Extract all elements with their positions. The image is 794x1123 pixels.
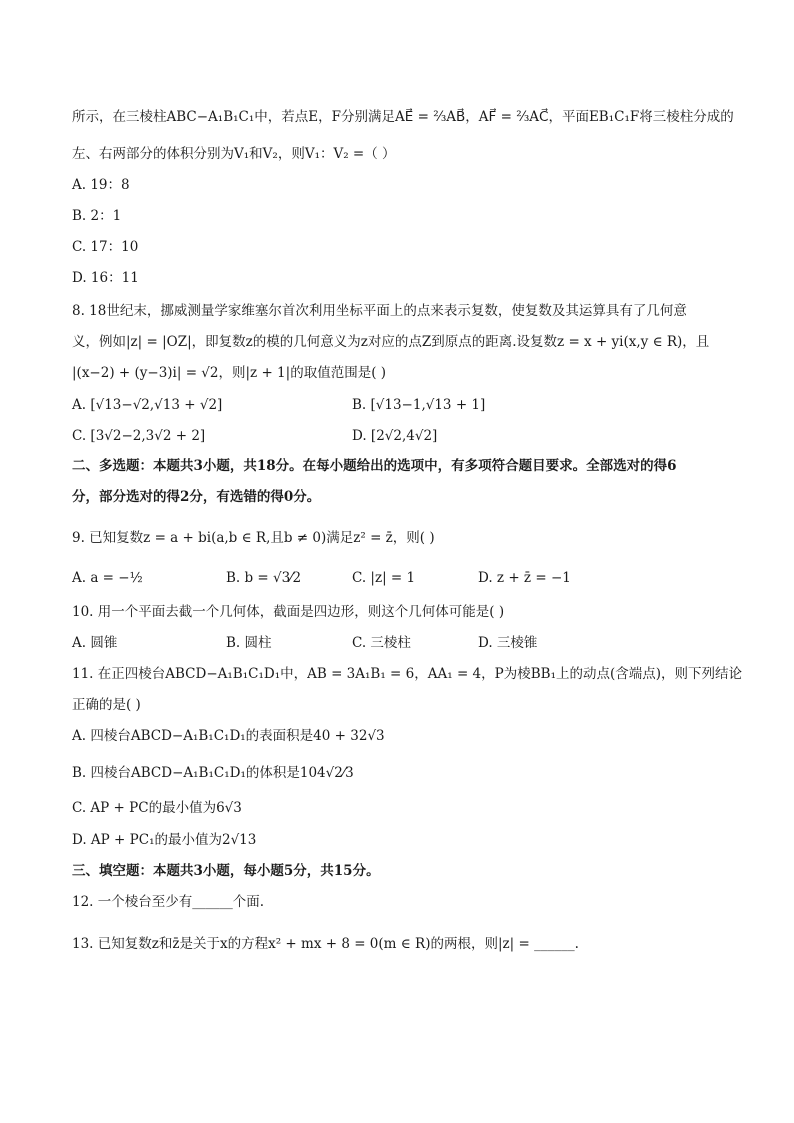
q7-option-a: A. 19：8 <box>72 177 130 193</box>
q9-stem: 9. 已知复数z = a + bi(a,b ∈ R,且b ≠ 0)满足z² = z̄，则( ) <box>72 530 435 546</box>
q8-stem-line1: 8. 18世纪末，挪威测量学家维塞尔首次利用坐标平面上的点来表示复数，使复数及其运算具有了几何意 <box>72 303 687 319</box>
q9-option-d: D. z + z̄ = −1 <box>478 570 571 586</box>
q11-stem-line1: 11. 在正四棱台ABCD−A₁B₁C₁D₁中，AB = 3A₁B₁ = 6，AA₁ = 4，P为棱BB₁上的动点(含端点)，则下列结论 <box>72 666 743 682</box>
q11-option-b: B. 四棱台ABCD−A₁B₁C₁D₁的体积是104√2⁄3 <box>72 765 354 781</box>
q7-stem-line1: 所示，在三棱柱ABC−A₁B₁C₁中，若点E，F分别满足AE⃗ = ⅔AB⃗，AF⃗ = ⅔AC⃗，平面EB₁C₁F将三棱柱分成的 <box>72 109 734 125</box>
q11-option-c: C. AP + PC的最小值为6√3 <box>72 800 242 816</box>
section2-heading-line1: 二、多选题：本题共3小题，共18分。在每小题给出的选项中，有多项符合题目要求。全部选对的得6 <box>72 458 677 474</box>
q9-option-a: A. a = −½ <box>72 570 143 586</box>
q7-option-d: D. 16：11 <box>72 270 139 286</box>
q8-option-d: D. [2√2,4√2] <box>352 428 438 444</box>
q8-option-a: A. [√13−√2,√13 + √2] <box>72 397 223 413</box>
q9-option-b: B. b = √3⁄2 <box>226 570 302 586</box>
q8-stem-line2: 义，例如|z| = |OZ|，即复数z的模的几何意义为z对应的点Z到原点的距离.设复数z = x + yi(x,y ∈ R)，且 <box>72 334 710 350</box>
q10-stem: 10. 用一个平面去截一个几何体，截面是四边形，则这个几何体可能是( ) <box>72 604 505 620</box>
section2-heading-line2: 分，部分选对的得2分，有选错的得0分。 <box>72 489 321 505</box>
q11-stem-line2: 正确的是( ) <box>72 697 141 713</box>
section3-heading: 三、填空题：本题共3小题，每小题5分，共15分。 <box>72 863 380 879</box>
q8-stem-line3: |(x−2) + (y−3)i| = √2，则|z + 1|的取值范围是( ) <box>72 365 387 381</box>
q8-option-b: B. [√13−1,√13 + 1] <box>352 397 486 413</box>
q12-stem: 12. 一个棱台至少有______个面. <box>72 894 265 910</box>
q9-option-c: C. |z| = 1 <box>352 570 416 586</box>
q11-option-a: A. 四棱台ABCD−A₁B₁C₁D₁的表面积是40 + 32√3 <box>72 728 385 744</box>
q10-option-c: C. 三棱柱 <box>352 635 411 651</box>
q8-option-c: C. [3√2−2,3√2 + 2] <box>72 428 206 444</box>
q7-option-c: C. 17：10 <box>72 239 139 255</box>
q10-option-a: A. 圆锥 <box>72 635 118 651</box>
q11-option-d: D. AP + PC₁的最小值为2√13 <box>72 832 257 848</box>
q10-option-d: D. 三棱锥 <box>478 635 538 651</box>
q7-option-b: B. 2：1 <box>72 208 122 224</box>
q10-option-b: B. 圆柱 <box>226 635 272 651</box>
q13-stem: 13. 已知复数z和z̄是关于x的方程x² + mx + 8 = 0(m ∈ R)的两根，则|z| = ______. <box>72 936 579 952</box>
q7-stem-line2: 左、右两部分的体积分别为V₁和V₂，则V₁：V₂ =（ ） <box>72 146 396 162</box>
